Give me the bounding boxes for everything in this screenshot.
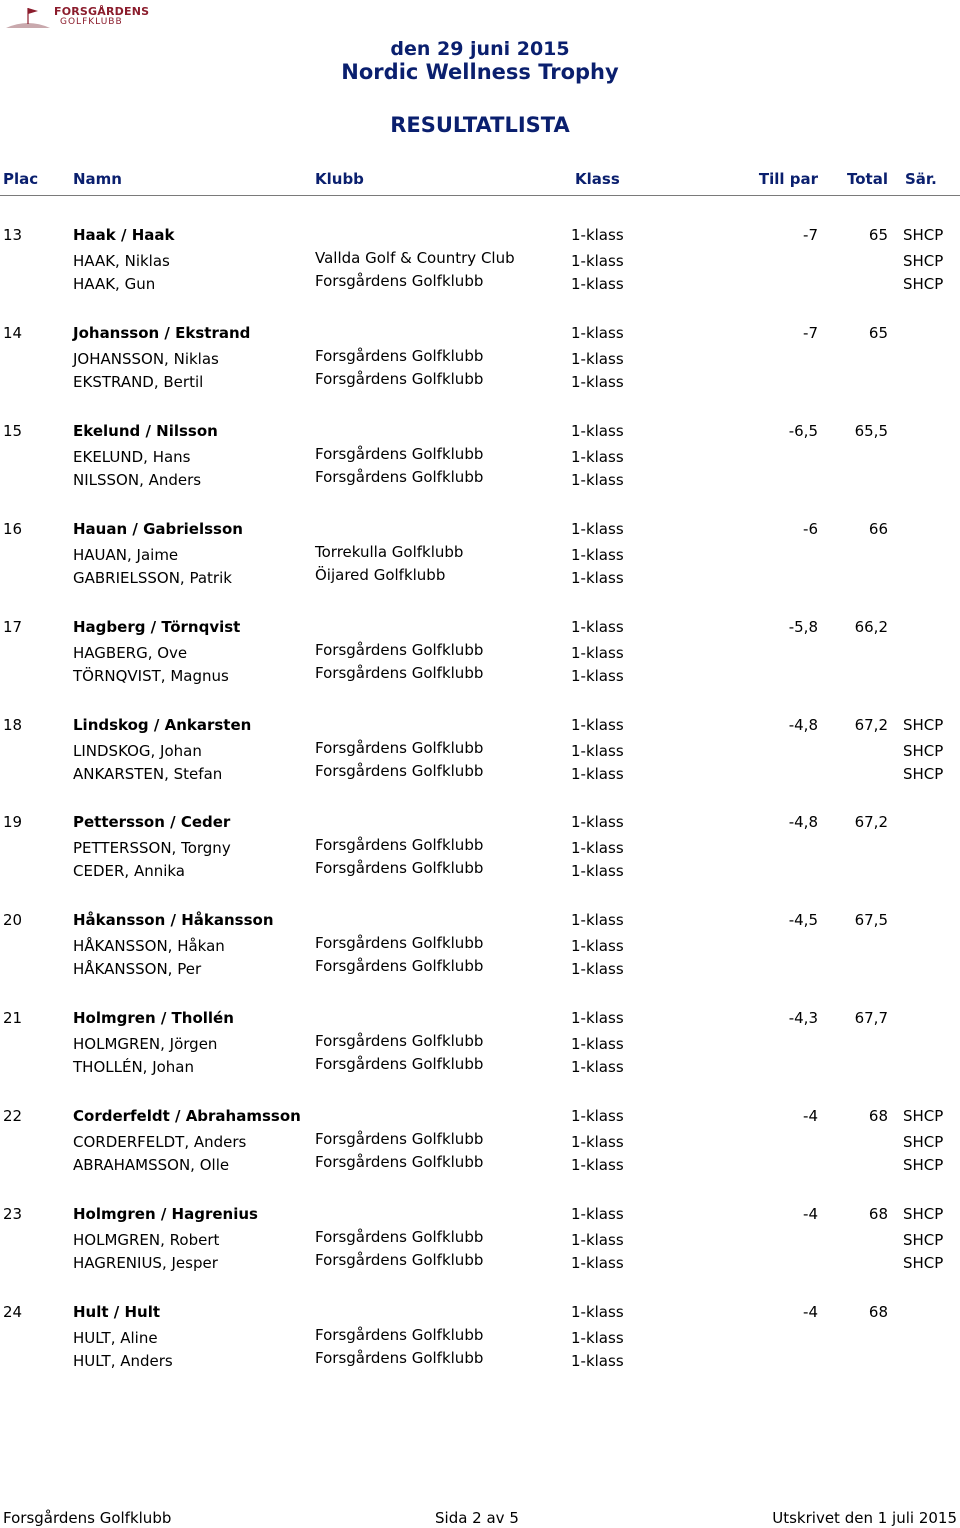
team-name: Hult / Hult (73, 1302, 161, 1321)
player-club: Forsgårdens Golfklubb (315, 934, 484, 953)
player-club: Vallda Golf & Country Club (315, 249, 515, 267)
player-name: EKSTRAND, Bertil (73, 372, 204, 391)
player-klass: 1-klass (571, 1328, 624, 1347)
team-till-par: -6 (803, 519, 818, 538)
player-name: EKELUND, Hans (73, 447, 191, 466)
team-total: 68 (868, 1205, 888, 1223)
player-klass: 1-klass (571, 1231, 624, 1249)
golf-flag-icon (6, 4, 50, 30)
player-club: Forsgårdens Golfklubb (315, 1228, 484, 1246)
column-header-namn: Namn (73, 170, 122, 188)
team-name: Haak / Haak (73, 226, 175, 244)
team-klass: 1-klass (571, 323, 624, 342)
team-total: 65,5 (854, 421, 888, 440)
team-name: Lindskog / Ankarsten (73, 715, 252, 734)
team-till-par: -5,8 (788, 617, 818, 636)
player-club: Forsgårdens Golfklubb (315, 1348, 484, 1367)
player-club: Forsgårdens Golfklubb (315, 467, 484, 486)
player-name: TÖRNQVIST, Magnus (73, 666, 229, 685)
team-total: 66 (868, 519, 888, 538)
team-klass: 1-klass (571, 226, 624, 244)
player-sar: SHCP (903, 275, 944, 293)
player-klass: 1-klass (571, 839, 624, 858)
team-total: 65 (868, 226, 888, 244)
player-name: HAUAN, Jaime (73, 545, 179, 564)
player-name: HULT, Anders (73, 1351, 173, 1370)
event-title: Nordic Wellness Trophy (341, 60, 619, 84)
player-klass: 1-klass (571, 666, 624, 685)
player-name: HAGRENIUS, Jesper (73, 1254, 218, 1272)
player-club: Torrekulla Golfklubb (315, 542, 464, 561)
player-klass: 1-klass (571, 862, 624, 881)
team-klass: 1-klass (571, 519, 624, 538)
player-klass: 1-klass (571, 252, 624, 270)
team-klass: 1-klass (571, 715, 624, 734)
player-sar: SHCP (903, 1231, 944, 1249)
team-sar: SHCP (903, 226, 944, 244)
team-klass: 1-klass (571, 911, 624, 930)
team-till-par: -4 (803, 1302, 818, 1321)
team-name: Corderfeldt / Abrahamsson (73, 1107, 301, 1126)
team-total: 67,2 (854, 813, 888, 832)
player-name: ABRAHAMSSON, Olle (73, 1156, 230, 1175)
player-name: HÅKANSSON, Håkan (73, 937, 225, 956)
team-plac: 24 (3, 1302, 23, 1321)
team-klass: 1-klass (571, 1302, 624, 1321)
column-header-sar: Sär. (905, 170, 937, 188)
player-sar: SHCP (903, 252, 944, 270)
column-header-total: Total (847, 170, 888, 188)
team-plac: 23 (3, 1205, 23, 1223)
player-club: Forsgårdens Golfklubb (315, 1130, 484, 1149)
player-club: Forsgårdens Golfklubb (315, 1153, 484, 1172)
team-total: 67,2 (854, 715, 888, 734)
player-klass: 1-klass (571, 643, 624, 662)
logo-text-line1: FORSGÅRDENS (54, 5, 150, 18)
player-club: Forsgårdens Golfklubb (315, 859, 484, 878)
player-name: HULT, Aline (73, 1328, 158, 1347)
player-klass: 1-klass (571, 275, 624, 293)
team-name: Hauan / Gabrielsson (73, 519, 243, 538)
team-till-par: -4,5 (788, 911, 818, 930)
column-header-klubb: Klubb (315, 170, 364, 188)
player-sar: SHCP (903, 1156, 944, 1175)
player-club: Forsgårdens Golfklubb (315, 1251, 484, 1269)
player-club: Forsgårdens Golfklubb (315, 957, 484, 976)
team-plac: 20 (3, 911, 23, 930)
player-club: Forsgårdens Golfklubb (315, 444, 484, 463)
player-club: Forsgårdens Golfklubb (315, 640, 484, 659)
player-klass: 1-klass (571, 545, 624, 564)
team-plac: 18 (3, 715, 23, 734)
player-name: HAAK, Gun (73, 275, 156, 293)
player-name: LINDSKOG, Johan (73, 741, 202, 760)
player-sar: SHCP (903, 764, 944, 783)
player-klass: 1-klass (571, 741, 624, 760)
logo-text-line2: GOLFKLUBB (60, 17, 123, 27)
player-klass: 1-klass (571, 764, 624, 783)
team-klass: 1-klass (571, 617, 624, 636)
team-plac: 16 (3, 519, 23, 538)
footer-printed: Utskrivet den 1 juli 2015 (772, 1509, 957, 1527)
team-name: Ekelund / Nilsson (73, 421, 218, 440)
player-klass: 1-klass (571, 349, 624, 368)
player-klass: 1-klass (571, 470, 624, 489)
player-name: CORDERFELDT, Anders (73, 1133, 247, 1152)
player-klass: 1-klass (571, 937, 624, 956)
player-club: Forsgårdens Golfklubb (315, 272, 484, 290)
column-header-plac: Plac (3, 170, 39, 188)
team-total: 67,7 (854, 1009, 888, 1028)
team-till-par: -7 (803, 226, 818, 244)
team-name: Holmgren / Thollén (73, 1009, 234, 1028)
player-name: HOLMGREN, Jörgen (73, 1035, 218, 1054)
team-name: Holmgren / Hagrenius (73, 1205, 258, 1223)
team-plac: 22 (3, 1107, 23, 1126)
player-name: GABRIELSSON, Patrik (73, 568, 232, 587)
player-klass: 1-klass (571, 1035, 624, 1054)
player-klass: 1-klass (571, 1133, 624, 1152)
player-club: Öijared Golfklubb (315, 565, 446, 584)
player-klass: 1-klass (571, 568, 624, 587)
team-klass: 1-klass (571, 1009, 624, 1028)
team-total: 68 (868, 1302, 888, 1321)
player-club: Forsgårdens Golfklubb (315, 663, 484, 682)
footer-club: Forsgårdens Golfklubb (3, 1509, 172, 1527)
team-sar: SHCP (903, 715, 944, 734)
team-plac: 21 (3, 1009, 23, 1028)
team-name: Håkansson / Håkansson (73, 911, 274, 930)
team-total: 67,5 (854, 911, 888, 930)
team-till-par: -4,8 (788, 715, 818, 734)
player-sar: SHCP (903, 1133, 944, 1152)
player-klass: 1-klass (571, 1156, 624, 1175)
team-sar: SHCP (903, 1205, 944, 1223)
player-name: ANKARSTEN, Stefan (73, 764, 223, 783)
player-club: Forsgårdens Golfklubb (315, 346, 484, 365)
column-header-klass: Klass (575, 170, 620, 188)
player-club: Forsgårdens Golfklubb (315, 1325, 484, 1344)
player-klass: 1-klass (571, 372, 624, 391)
player-club: Forsgårdens Golfklubb (315, 1055, 484, 1074)
header-divider (0, 195, 960, 196)
team-plac: 14 (3, 323, 23, 342)
player-club: Forsgårdens Golfklubb (315, 369, 484, 388)
list-title: RESULTATLISTA (390, 113, 570, 137)
team-name: Hagberg / Törnqvist (73, 617, 241, 636)
player-klass: 1-klass (571, 960, 624, 979)
team-name: Johansson / Ekstrand (73, 323, 251, 342)
team-till-par: -6,5 (788, 421, 818, 440)
team-klass: 1-klass (571, 1205, 624, 1223)
player-klass: 1-klass (571, 1351, 624, 1370)
player-name: HAGBERG, Ove (73, 643, 188, 662)
player-sar: SHCP (903, 1254, 944, 1272)
team-plac: 15 (3, 421, 23, 440)
player-club: Forsgårdens Golfklubb (315, 738, 484, 757)
player-klass: 1-klass (571, 1058, 624, 1077)
team-plac: 13 (3, 226, 23, 244)
event-date: den 29 juni 2015 (390, 38, 570, 60)
team-plac: 17 (3, 617, 23, 636)
player-klass: 1-klass (571, 447, 624, 466)
player-name: HÅKANSSON, Per (73, 960, 202, 979)
team-till-par: -7 (803, 323, 818, 342)
player-name: PETTERSSON, Torgny (73, 839, 231, 858)
player-club: Forsgårdens Golfklubb (315, 836, 484, 855)
team-total: 66,2 (854, 617, 888, 636)
player-name: HOLMGREN, Robert (73, 1231, 220, 1249)
team-total: 65 (868, 323, 888, 342)
player-name: CEDER, Annika (73, 862, 185, 881)
player-name: HAAK, Niklas (73, 252, 170, 270)
club-logo (6, 2, 150, 30)
team-till-par: -4 (803, 1205, 818, 1223)
team-till-par: -4,8 (788, 813, 818, 832)
column-header-till-par: Till par (758, 170, 818, 188)
team-total: 68 (868, 1107, 888, 1126)
player-klass: 1-klass (571, 1254, 624, 1272)
team-klass: 1-klass (571, 813, 624, 832)
team-till-par: -4 (803, 1107, 818, 1126)
player-sar: SHCP (903, 741, 944, 760)
player-name: NILSSON, Anders (73, 470, 202, 489)
player-club: Forsgårdens Golfklubb (315, 1032, 484, 1051)
team-till-par: -4,3 (788, 1009, 818, 1028)
team-klass: 1-klass (571, 1107, 624, 1126)
footer-page: Sida 2 av 5 (435, 1509, 519, 1527)
team-sar: SHCP (903, 1107, 944, 1126)
team-klass: 1-klass (571, 421, 624, 440)
team-name: Pettersson / Ceder (73, 813, 231, 832)
player-name: JOHANSSON, Niklas (73, 349, 219, 368)
player-club: Forsgårdens Golfklubb (315, 761, 484, 780)
team-plac: 19 (3, 813, 23, 832)
player-name: THOLLÉN, Johan (73, 1058, 195, 1077)
